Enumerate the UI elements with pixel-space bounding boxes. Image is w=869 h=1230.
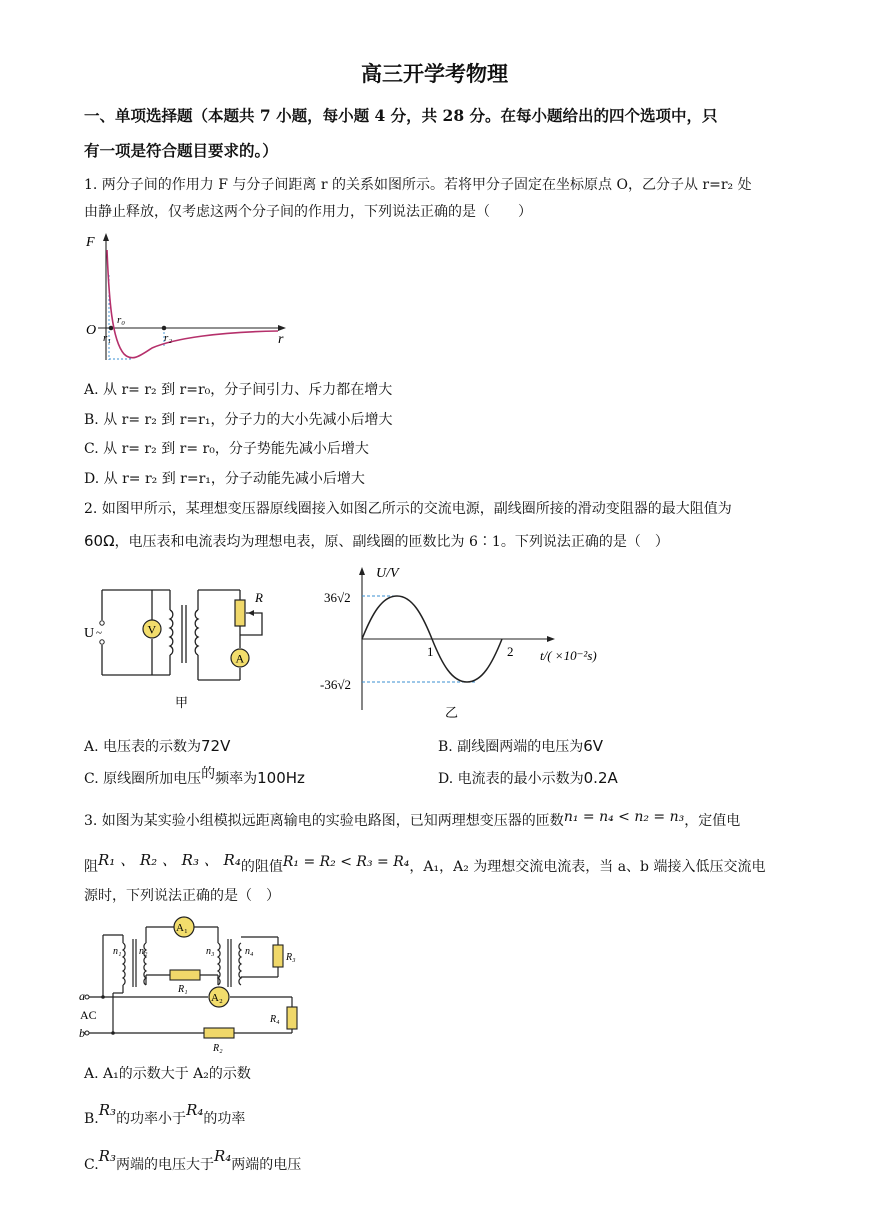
q3-option-c[interactable]: C.R₃两端的电压大于R₄两端的电压 [84,1147,302,1173]
resistor-r2-icon [204,1028,234,1038]
resistor-list: R₁ 、 R₂ 、 R₃ 、 R₄ [98,851,241,869]
resistor-r3-icon [273,945,283,967]
x-axis-label: r [278,332,284,347]
source-label: U [84,626,95,641]
resistor-r1-icon [170,970,200,980]
q3-stem-line1: 3. 如图为某实验小组模拟远距离输电的实验电路图，已知两理想变压器的匝数n₁ = n₄ < n₂ = n₃，定值电 [84,809,741,829]
x-arrow-icon [547,636,555,642]
q3-transmission-circuit [78,915,318,1060]
svg-text:A: A [235,651,245,666]
svg-text:R₂: R₂ [213,1043,223,1054]
ac-source-label: AC [80,1008,97,1022]
resistance-value: 60Ω [84,532,115,550]
svg-text:n₄: n₄ [245,946,254,957]
x-tick-2: 2 [507,644,514,659]
terminal-b: b [79,1026,85,1040]
q3-option-b[interactable]: B.R₃的功率小于R₄的功率 [84,1101,246,1127]
svg-text:n₂: n₂ [139,946,148,957]
figure-caption-jia: 甲 [175,695,189,710]
q1-option-d[interactable]: D. 从 r= r₂ 到 r=r₁，分子动能先减小后增大 [84,471,365,487]
y-arrow-icon [359,567,365,575]
q1-option-b[interactable]: B. 从 r= r₂ 到 r=r₁，分子力的大小先减小后增大 [84,412,393,428]
ac-symbol: ~ [96,627,102,639]
section-heading-line1: 一、单项选择题（本题共 7 小题，每小题 4 分，共 28 分。在每小题给出的四个选项中，只 [84,106,718,125]
q3-stem-line2: 阻R₁ 、 R₂ 、 R₃ 、 R₄的阻值R₁ = R₂ < R₃ = R₄，A₁，A₂ 为理想交流电流表，当 a、b 端接入低压交流电 [84,851,766,875]
r1-label: r₁ [103,332,112,344]
q1-stem-line1: 1. 两分子间的作用力 F 与分子间距离 r 的关系如图所示。若将甲分子固定在坐标原点 O，乙分子从 r=r₂ 处 [84,177,752,193]
resistor-r4-icon [287,1007,297,1029]
q2-stem-line1: 2. 如图甲所示，某理想变压器原线圈接入如图乙所示的交流电源，副线圈所接的滑动变阻器的最大阻值为 [84,501,732,517]
r2-label: r₂ [164,332,173,344]
svg-text:V: V [147,622,157,637]
y-arrow-icon [103,233,109,241]
q3-option-a[interactable]: A. A₁的示数大于 A₂的示数 [84,1066,251,1082]
terminal-a: a [79,989,85,1003]
q2-voltage-time-graph [310,562,610,722]
r2-point [162,326,167,331]
x-axis-label: t/( ×10⁻²s) [540,648,597,663]
q3-stem-line3: 源时，下列说法正确的是（ ） [84,888,280,904]
y-max-label: 36√2 [324,590,351,605]
q1-force-distance-graph [80,230,290,370]
figure-caption-yi: 乙 [445,705,459,720]
q2-option-c[interactable]: C. 原线圈所加电压的频率为100Hz [84,766,305,787]
q2-option-a[interactable]: A. 电压表的示数为72V [84,737,231,755]
turns-relation: n₁ = n₄ < n₂ = n₃ [563,809,685,825]
svg-text:n₃: n₃ [206,946,215,957]
svg-text:n₁: n₁ [113,946,122,957]
origin-label: O [86,323,97,338]
page-title: 高三开学考物理 [361,61,508,86]
r0-label: r₀ [117,314,126,326]
svg-text:R₄: R₄ [270,1014,280,1025]
svg-text:A₁: A₁ [176,922,188,934]
x-arrow-icon [278,325,286,331]
y-min-label: -36√2 [320,677,351,692]
q1-option-a[interactable]: A. 从 r= r₂ 到 r=r₀，分子间引力、斥力都在增大 [84,382,393,398]
svg-text:R₁: R₁ [178,984,188,995]
q2-option-d[interactable]: D. 电流表的最小示数为0.2A [438,769,618,787]
x-tick-1: 1 [427,644,434,659]
q1-option-c[interactable]: C. 从 r= r₂ 到 r= r₀，分子势能先减小后增大 [84,441,369,457]
q1-stem-line2: 由静止释放，仅考虑这两个分子间的作用力，下列说法正确的是（ ） [84,204,532,220]
resistance-relation: R₁ = R₂ < R₃ = R₄ [282,854,410,870]
svg-text:R₃: R₃ [286,952,296,963]
rheostat-label: R [255,590,263,605]
q2-stem-line2: 60Ω，电压表和电流表均为理想电表，原、副线圈的匝数比为 6∶1。下列说法正确的是（ ） [84,532,669,550]
q2-option-b[interactable]: B. 副线圈两端的电压为6V [438,737,604,755]
y-axis-label: U/V [376,566,399,581]
svg-text:A₂: A₂ [211,992,223,1004]
rheostat-icon [235,600,245,626]
q2-transformer-circuit [80,575,280,715]
r0-point [109,326,114,331]
y-axis-label: F [86,235,95,250]
section-heading-line2: 有一项是符合题目要求的。） [84,141,278,160]
force-curve [107,250,278,358]
